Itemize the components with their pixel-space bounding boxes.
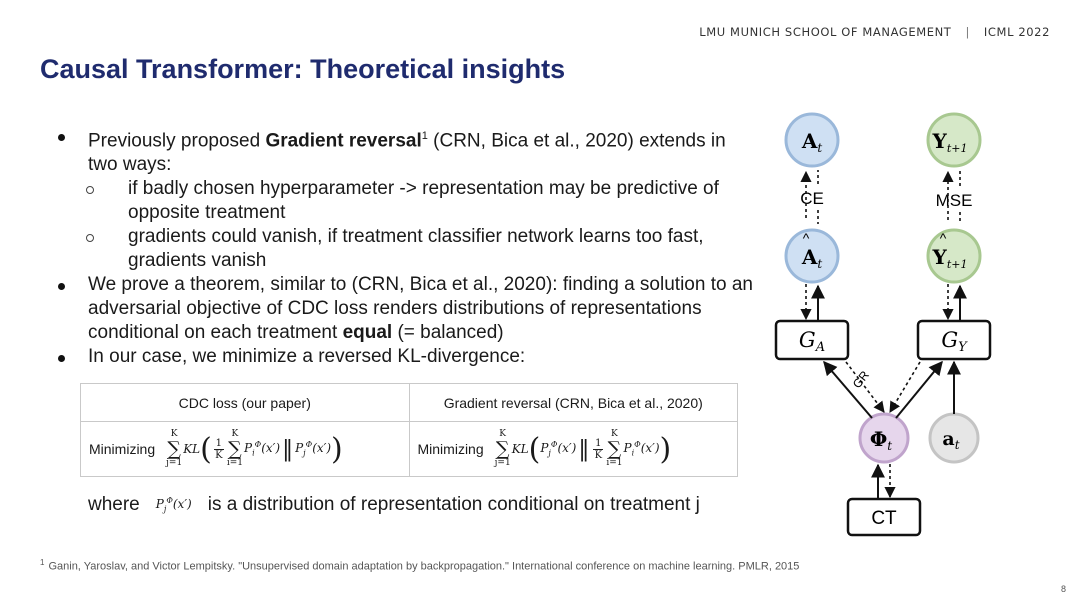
sub-bullet-2 (56, 225, 756, 273)
sub-bullet-1-text: if badly chosen hyperparameter -> representation may be predictive of opposite treatment (128, 178, 719, 224)
bullet-1 (56, 124, 756, 177)
minimizing-label: Minimizing (417, 441, 484, 457)
sub-bullet-2-text: gradients could vanish, if treatment classifier network learns too fast, gradients vanish (128, 226, 704, 272)
cdc-formula: K ∑ j=1 KL ( $\frac{1}{K}$ K ∑ i=1 $P_i^\Phi(x')$ ‖ $P_j^\Phi(x')$ ) (166, 429, 343, 468)
node-y-t1-hat-label: $Y_{t+1}$ (932, 245, 968, 271)
mse-label: MSE (935, 191, 973, 210)
ce-label: CE (800, 189, 824, 208)
where-pre: where (88, 494, 140, 515)
node-y-t1-label: $Y_{t+1}$ (932, 129, 968, 155)
hat-accent-a: ^ (802, 230, 810, 246)
minimizing-label: Minimizing (89, 441, 156, 457)
page-number: 8 (1060, 584, 1066, 594)
node-a-small-label: $a_t$ (942, 428, 960, 452)
sub-bullet-ring (86, 186, 94, 194)
header (699, 25, 1050, 39)
bullet-dot (58, 355, 65, 362)
table-header-gr: Gradient reversal (CRN, Bica et al., 2020) (409, 384, 738, 422)
where-post: is a distribution of representation conditional on treatment j (207, 494, 700, 515)
table-cell-gr (409, 422, 738, 477)
pj-formula: $P_j^\Phi(x')$ (155, 496, 192, 514)
gr-label: GR (849, 368, 872, 391)
architecture-diagram (760, 100, 1020, 550)
page-title: Causal Transformer: Theoretical insights (40, 54, 566, 84)
node-a-t-hat-label: $A_t$ (801, 245, 823, 271)
header-org: LMU MUNICH SCHOOL OF MANAGEMENT (699, 25, 952, 39)
edge-ga-to-phi (846, 362, 884, 412)
bullet-2-bold: equal (342, 322, 393, 344)
edge-phi-to-ga (824, 362, 872, 418)
table-header-cdc: CDC loss (our paper) (81, 384, 410, 422)
header-separator: | (965, 25, 970, 39)
where-line (88, 494, 700, 516)
hat-accent-y: ^ (939, 230, 947, 246)
footnote-marker: 1 (40, 558, 45, 567)
sub-bullet-ring (86, 234, 94, 242)
bullet-1-bold: Gradient reversal (265, 130, 422, 152)
footnote-ref: 1 (421, 130, 428, 142)
node-phi-label: $\Phi_t$ (869, 427, 893, 453)
box-ct-label: CT (871, 508, 897, 529)
bullet-dot (58, 283, 65, 290)
footnote (40, 558, 799, 573)
loss-comparison-table (80, 383, 738, 477)
gr-formula: K ∑ j=1 KL ( $P_j^\Phi(x')$ ‖ $\frac{1}{K}$ K ∑ i=1 $P_i^\Phi(x')$ ) (494, 429, 672, 468)
node-a-t-label: $A_t$ (801, 129, 823, 155)
bullet-2-text-post: (= balanced) (392, 322, 504, 344)
box-g-y-label: GY (941, 328, 967, 355)
bullet-3 (56, 345, 756, 369)
box-g-a-label: GA (798, 328, 826, 355)
bullet-3-text: In our case, we minimize a reversed KL-divergence: (88, 346, 526, 368)
table-cell-cdc (81, 422, 410, 477)
bullet-2-text: We prove a theorem, similar to (CRN, Bica et al., 2020): finding a solution to an adversarial objective of CDC loss renders distributions of representations conditional on each treatment (88, 274, 753, 344)
bullet-dot (58, 134, 65, 141)
sub-bullet-1 (56, 177, 756, 225)
edge-gy-to-phi (890, 362, 920, 412)
bullet-1-text: Previously proposed (88, 130, 266, 152)
bullet-2 (56, 273, 756, 345)
header-conf: ICML 2022 (983, 25, 1050, 39)
bullet-1-text-post: (CRN, Bica et al., 2020) extends in two ways: (88, 130, 726, 176)
bullet-list (56, 124, 756, 369)
footnote-text: Ganin, Yaroslav, and Victor Lempitsky. "Unsupervised domain adaptation by backpropagation." International conference on machine learning. PMLR, 2015 (48, 560, 800, 573)
